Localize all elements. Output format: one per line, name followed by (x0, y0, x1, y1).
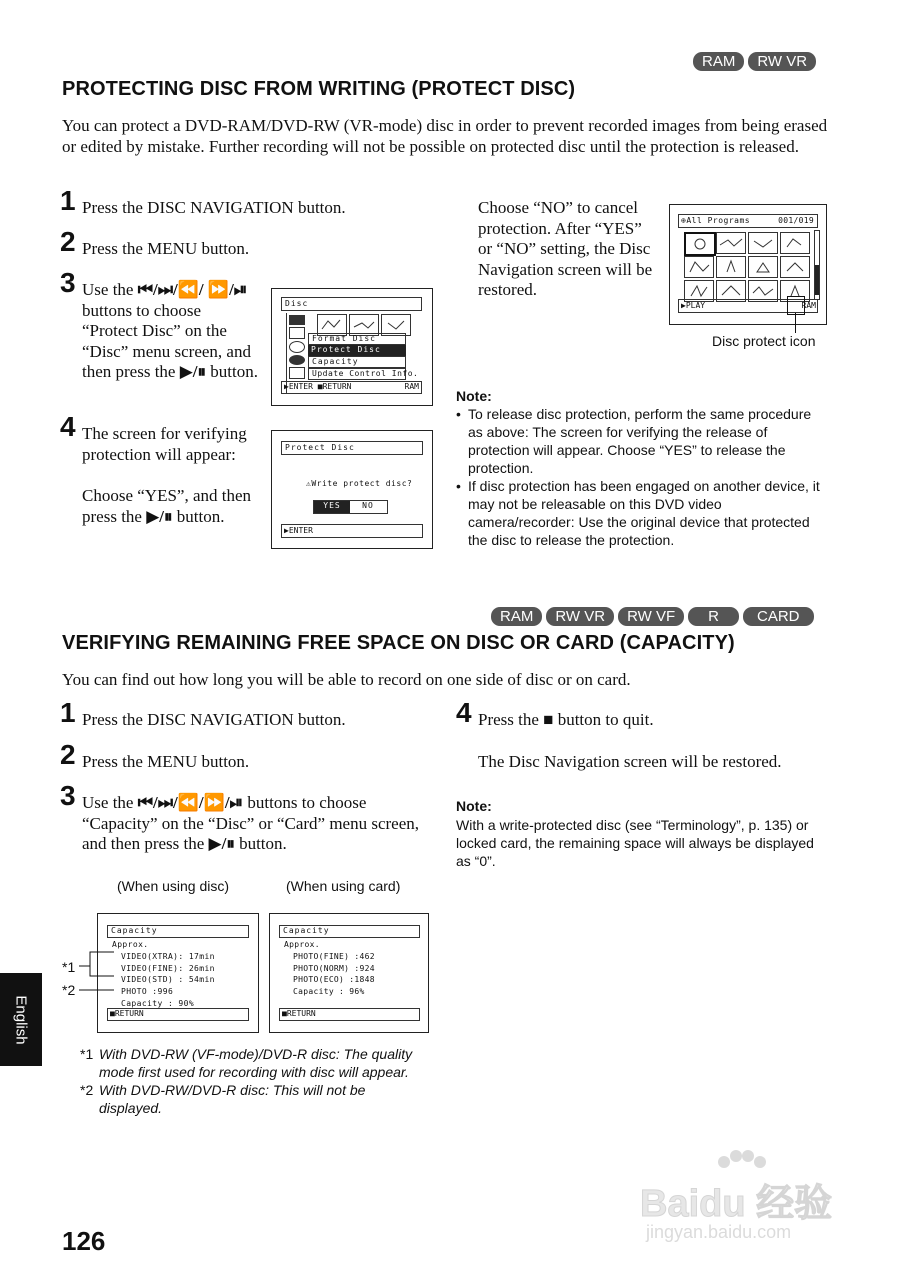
approx-label: Approx. (284, 940, 320, 949)
screen-title: Disc (285, 299, 309, 308)
step-number: 3 (60, 267, 76, 298)
protect-disc-screen (271, 430, 433, 549)
s1-step-4 (60, 411, 252, 527)
screen-footer (281, 524, 423, 538)
question-text: Write protect disc? (311, 479, 413, 488)
title-text: All Programs (686, 216, 751, 225)
section2-intro: You can find out how long you will be able to record on one side of disc or on card. (62, 670, 631, 689)
language-label: English (12, 994, 30, 1045)
choose-no-text: Choose “NO” to cancel protection. After “YES” or “NO” setting, the Disc Navigation screen will be restored. (478, 198, 653, 299)
step-number: 4 (456, 697, 472, 728)
thumbnail-grid (682, 230, 810, 300)
restored-text: The Disc Navigation screen will be restored. (478, 752, 782, 771)
return-text: RETURN (114, 1009, 144, 1018)
scrollbar[interactable] (814, 230, 820, 300)
menu-item-capacity[interactable]: Capacity (308, 356, 406, 368)
play-label: ▶PLAY (681, 301, 706, 310)
ram-label: RAM (404, 382, 419, 391)
step-text-choose (82, 486, 252, 527)
section2-badges (491, 607, 814, 626)
footnote-2 (80, 1081, 440, 1117)
capacity-line: VIDEO(STD) : 54min (121, 975, 215, 985)
no-option[interactable]: NO (362, 501, 374, 510)
footnote-mark: *2 (80, 1082, 94, 1098)
s1-step-2 (60, 226, 412, 260)
step-text-rest: buttons to choose “Protect Disc” on the “Disc” menu screen, and then press the (82, 300, 251, 381)
control-buttons-glyphs: ⏮/⏭/⏪/⏩/⏯ (137, 793, 244, 812)
counter: 001/019 (778, 216, 814, 225)
ram-label: RAM (801, 301, 816, 310)
play-pause-glyph: ▶/⏸ (146, 506, 173, 526)
screen-title: ⊕All Programs (681, 216, 751, 225)
footnote-text: With DVD-RW (VF-mode)/DVD-R disc: The quality mode first used for recording with disc will appear. (99, 1046, 413, 1080)
yes-option[interactable]: YES (314, 501, 350, 513)
callout-line (795, 313, 796, 333)
disc-protect-icon-caption: Disc protect icon (712, 333, 816, 349)
capacity-line: PHOTO(FINE) :462 (293, 951, 375, 961)
capacity-line: VIDEO(XTRA): 17min (121, 951, 215, 961)
thumbnail[interactable] (716, 232, 746, 254)
step-text-rest: buttons to choose “Capacity” on the “Disc” or “Card” menu screen, and then press the (82, 793, 420, 853)
setup-icon (289, 341, 305, 353)
menu-item-protect-disc[interactable]: Protect Disc (308, 345, 406, 356)
play-pause-glyph: ▶/⏸ (208, 834, 235, 853)
disc-menu-list (308, 333, 419, 380)
screen-title: Capacity (283, 926, 330, 935)
marker-bracket (76, 950, 116, 1000)
enter-text: ENTER (288, 382, 313, 391)
program-icon (289, 327, 305, 339)
screen-title: Protect Disc (285, 443, 355, 452)
marker-1: *1 (62, 959, 76, 975)
screen-footer (107, 1008, 249, 1021)
screen-title-bar (107, 925, 249, 938)
capacity-list (284, 939, 375, 998)
etc-icon (289, 367, 305, 379)
step-number: 1 (60, 697, 76, 728)
note-title: Note: (456, 798, 492, 814)
step-text-end: button. (172, 506, 225, 526)
step-text: Press the MENU button. (82, 752, 250, 771)
approx-label: Approx. (112, 940, 149, 949)
section1-intro: You can protect a DVD-RAM/DVD-RW (VR-mode) disc in order to prevent recorded images from being erased or edited by mistake. Further recording will not be possible on protected disc until the protection is released. (62, 116, 828, 156)
step-text: Press the DISC NAVIGATION button. (82, 198, 346, 217)
step-text-end: button. (234, 834, 287, 853)
footnote-text: With DVD-RW/DVD-R disc: This will not be displayed. (99, 1082, 366, 1116)
language-side-tab (0, 973, 42, 1066)
capacity-line: PHOTO :996 (121, 987, 174, 997)
screen-title: Capacity (111, 926, 158, 935)
enter-label: ▶ENTER ■RETURN (284, 382, 352, 391)
capacity-line: PHOTO(ECO) :1848 (293, 975, 375, 985)
step-number: 4 (60, 411, 76, 442)
stop-icon: ■ (543, 710, 554, 729)
screen-title-bar (281, 441, 423, 455)
thumbnail[interactable] (716, 256, 746, 278)
disc-navigation-screen (669, 204, 827, 325)
label-when-using-disc: (When using disc) (117, 878, 230, 894)
return-text: RETURN (286, 1009, 316, 1018)
screen-title-bar (281, 297, 422, 311)
thumbnail[interactable] (748, 256, 778, 278)
screen-title-bar (279, 925, 420, 938)
thumbnail[interactable] (748, 232, 778, 254)
screen-footer (279, 1008, 420, 1021)
thumbnail[interactable] (684, 232, 716, 256)
capacity-line: VIDEO(FINE): 26min (121, 963, 215, 973)
menu-item-format-disc[interactable]: Format Disc (308, 333, 406, 345)
write-protect-question: ⚠Write protect disc? (306, 479, 413, 488)
thumbnail[interactable] (684, 256, 714, 278)
note-title: Note: (456, 388, 492, 404)
disc-round-icon (289, 355, 305, 365)
s2-step-2 (60, 739, 432, 773)
badge-rw-vr: RW VR (546, 607, 614, 626)
badge-r: R (688, 607, 739, 626)
thumbnail[interactable] (780, 256, 810, 278)
menu-item-update-control-info[interactable]: Update Control Info. (308, 368, 406, 380)
capacity-line: Capacity : 90% (121, 998, 195, 1008)
step-text: Press the DISC NAVIGATION button. (82, 710, 346, 729)
note-text: With a write-protected disc (see “Terminology”, p. 135) or locked card, the remaining space will always be displayed as “0”. (456, 817, 814, 869)
disc-menu-screen (271, 288, 433, 406)
badge-rw-vr: RW VR (748, 52, 816, 71)
s2-step-3 (60, 780, 428, 855)
capacity-line: Capacity : 96% (293, 987, 365, 997)
choose-yes-text: Choose “YES”, and then press the (82, 486, 252, 526)
s2-step-1 (60, 697, 432, 731)
return-label: ■RETURN (110, 1009, 144, 1018)
step-text: Press the (478, 710, 544, 729)
return-label: ■RETURN (282, 1009, 316, 1018)
note-item: • If disc protection has been engaged on another device, it may not be releasable on this DVD video camera/recorder: Use the original device that protected the disc to release the protection. (456, 477, 826, 549)
step-text: Use the (82, 280, 138, 299)
note-item: • To release disc protection, perform the same procedure as above: The screen for verifying the release of protection will appear. Choose “YES” to release the protection. (456, 405, 826, 477)
badge-rw-vf: RW VF (618, 607, 684, 626)
disc-protect-icon-highlight (787, 296, 805, 315)
capacity-list (112, 939, 215, 1010)
step-text-end: button. (206, 362, 258, 381)
capacity-line: PHOTO(NORM) :924 (293, 963, 375, 973)
thumbnail[interactable] (780, 232, 810, 254)
return-text: RETURN (322, 382, 352, 391)
play-pause-glyph: ▶/⏸ (179, 362, 207, 381)
step-number: 2 (60, 739, 76, 770)
card-capacity-screen (269, 913, 429, 1033)
enter-label: ▶ENTER (284, 526, 313, 535)
step-text: Use the (82, 793, 138, 812)
enter-text: ENTER (288, 526, 313, 535)
section2-title: VERIFYING REMAINING FREE SPACE ON DISC OR CARD (CAPACITY) (62, 632, 735, 654)
yes-no-selector (313, 500, 388, 514)
step-number: 2 (60, 226, 76, 257)
marker-2: *2 (62, 982, 76, 998)
screen-footer (281, 381, 422, 394)
disc-capacity-screen (97, 913, 259, 1033)
baidu-watermark (640, 1150, 850, 1250)
skip-buttons-glyphs: ⏮/⏭/⏪/ (137, 280, 204, 299)
section1-badges (693, 52, 816, 71)
watermark-url: jingyan.baidu.com (646, 1222, 792, 1242)
section1-title: PROTECTING DISC FROM WRITING (PROTECT DISC) (62, 78, 576, 100)
label-when-using-card: (When using card) (286, 878, 401, 894)
page-number: 126 (62, 1226, 106, 1256)
s2-step-4 (456, 697, 838, 731)
badge-ram: RAM (491, 607, 542, 626)
note-list (456, 405, 826, 549)
screen-title-bar (678, 214, 818, 228)
s1-step-1 (60, 185, 412, 219)
step-number: 3 (60, 780, 76, 811)
badge-ram: RAM (693, 52, 744, 71)
step-text: Press the MENU button. (82, 239, 250, 258)
scrollbar-thumb[interactable] (815, 265, 819, 295)
s1-step-3 (60, 267, 260, 383)
fwd-play-glyphs: ⏩/⏯ (207, 280, 248, 299)
step-text: The screen for verifying protection will appear: (82, 424, 247, 464)
step-number: 1 (60, 185, 76, 216)
disc-icon (289, 315, 305, 325)
footnote-mark: *1 (80, 1046, 94, 1062)
footnote-1 (80, 1045, 440, 1081)
play-text: PLAY (685, 301, 706, 310)
watermark-brand: Baidu 经验 (640, 1183, 833, 1225)
step-text-rest: button to quit. (553, 710, 654, 729)
badge-card: CARD (743, 607, 814, 626)
